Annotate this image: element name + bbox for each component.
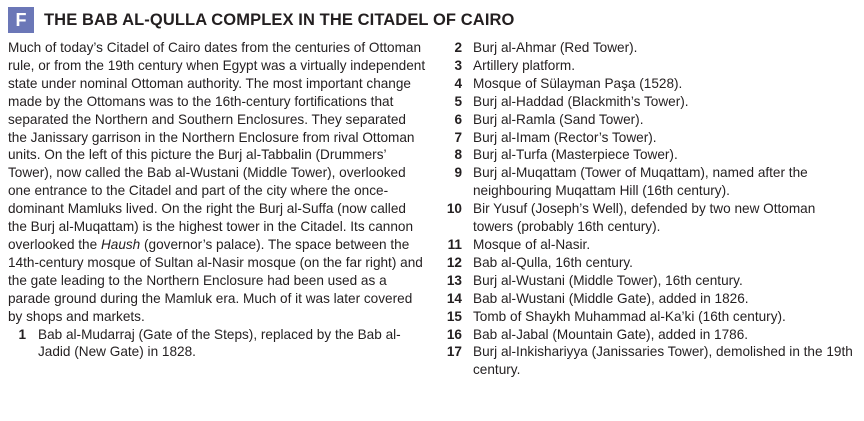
right-column: [438, 39, 854, 379]
caption-title: THE BAB AL-QULLA COMPLEX IN THE CITADEL OF CAIRO: [44, 10, 515, 29]
item-text: Bir Yusuf (Joseph’s Well), defended by two new Ottoman towers (probably 16th century).: [473, 201, 816, 235]
item-number: 5: [454, 93, 462, 109]
item-text: Bab al-Wustani (Middle Gate), added in 1826.: [473, 290, 749, 306]
list-item: [438, 326, 854, 344]
list-item: [438, 254, 854, 272]
key-list-right: [438, 39, 854, 379]
item-text: Tomb of Shaykh Muhammad al-Ka’ki (16th century).: [473, 308, 786, 324]
item-text: Artillery platform.: [473, 57, 575, 73]
item-number: 1: [18, 326, 26, 342]
item-number: 8: [454, 147, 462, 163]
item-number: 9: [454, 165, 462, 181]
item-text: Bab al-Mudarraj (Gate of the Steps), replaced by the Bab al-Jadid (New Gate) in 1828.: [38, 326, 401, 360]
key-list-left: [8, 326, 428, 362]
item-number: 10: [446, 201, 462, 217]
item-text: Burj al-Ramla (Sand Tower).: [473, 111, 644, 127]
list-item: [438, 111, 854, 129]
item-text: Burj al-Haddad (Blackmith’s Tower).: [473, 93, 689, 109]
intro-text-2: (governor’s palace). The space between the 14th-century mosque of Sultan al-Nasir mosque (on the far right) and the gate leading to the Northern Enclosure had been used as a parade ground during the Mamluk era. Much of it was later covered by shops and markets.: [8, 236, 423, 324]
list-item: [438, 272, 854, 290]
item-number: 12: [446, 254, 462, 270]
list-item: [438, 164, 854, 200]
list-item: [8, 326, 428, 362]
list-item: [438, 200, 854, 236]
left-column: [8, 39, 428, 361]
item-text: Burj al-Imam (Rector’s Tower).: [473, 129, 657, 145]
list-item: [438, 236, 854, 254]
item-text: Burj al-Inkishariyya (Janissaries Tower), demolished in the 19th century.: [473, 344, 853, 378]
list-item: [438, 57, 854, 75]
list-item: [438, 39, 854, 57]
caption-header: [8, 7, 514, 33]
item-text: Bab al-Qulla, 16th century.: [473, 254, 633, 270]
list-item: [438, 75, 854, 93]
list-item: [438, 146, 854, 164]
item-number: 16: [446, 326, 462, 342]
item-number: 15: [446, 308, 462, 324]
list-item: [438, 93, 854, 111]
item-number: 2: [454, 40, 462, 55]
intro-paragraph: [8, 39, 428, 326]
list-item: [438, 308, 854, 326]
item-text: Burj al-Turfa (Masterpiece Tower).: [473, 147, 678, 163]
item-text: Mosque of al-Nasir.: [473, 236, 591, 252]
item-number: 13: [446, 272, 462, 288]
item-number: 7: [454, 129, 462, 145]
list-item: [438, 129, 854, 147]
item-text: Burj al-Muqattam (Tower of Muqattam), named after the neighbouring Muqattam Hill (16th century).: [473, 165, 808, 199]
item-text: Burj al-Wustani (Middle Tower), 16th century.: [473, 272, 743, 288]
section-badge: F: [8, 7, 34, 33]
item-number: 3: [454, 57, 462, 73]
item-number: 4: [454, 75, 462, 91]
item-text: Bab al-Jabal (Mountain Gate), added in 1786.: [473, 326, 749, 342]
item-text: Burj al-Ahmar (Red Tower).: [473, 40, 638, 55]
item-number: 6: [454, 111, 462, 127]
intro-text-1: Much of today’s Citadel of Cairo dates from the centuries of Ottoman rule, or from the 19th century when Egypt was a virtually independent state under nominal Ottoman authority. The most important change made by the Ottomans was to the 16th-century fortifications that separated the Northern and Southern Enclosures. They separated the Janissary garrison in the Northern Enclosure from rival Ottoman units. On the left of this picture the Burj al-Tabbalin (Drummers’ Tower), now called the Bab al-Wustani (Middle Tower), overlooked one entrance to the Citadel and part of the city where the once-dominant Mamluks lived. On the right the Burj al-Suffa (now called the Burj al-Muqattam) is the highest tower in the Citadel. Its cannon overlooked the: [8, 40, 426, 252]
list-item: [438, 290, 854, 308]
list-item: [438, 343, 854, 379]
item-number: 14: [446, 290, 462, 306]
item-text: Mosque of Sülayman Paşa (1528).: [473, 75, 683, 91]
item-number: 17: [446, 344, 462, 360]
intro-italic-term: Haush: [100, 236, 141, 252]
item-number: 11: [447, 236, 462, 252]
